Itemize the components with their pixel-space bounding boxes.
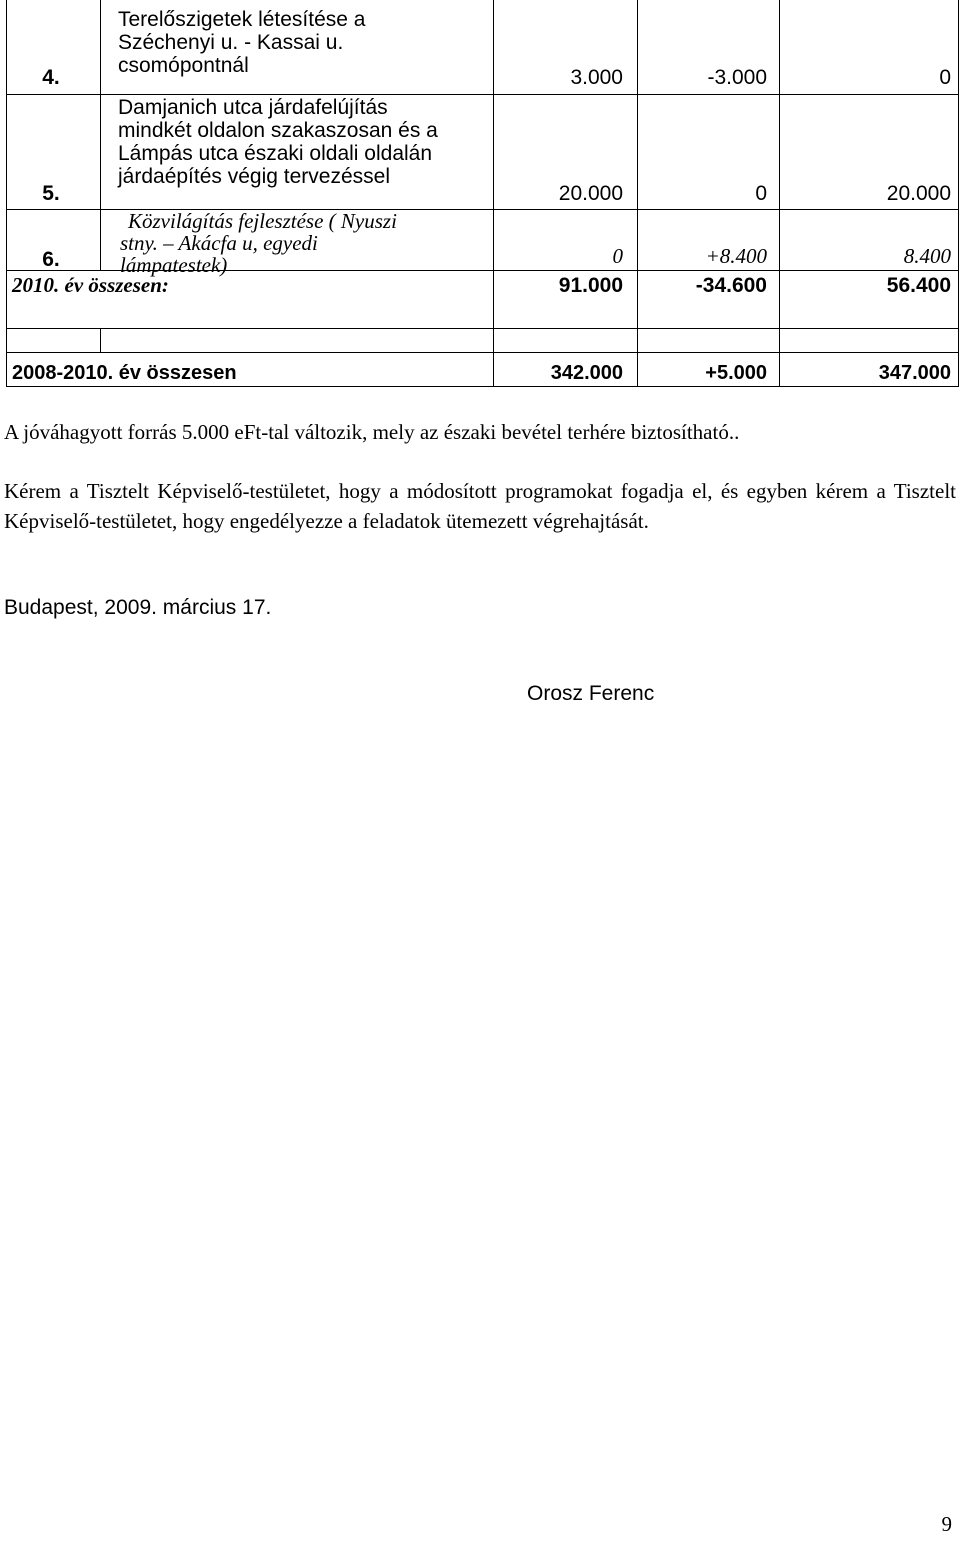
total-all-value-2: +5.000 <box>705 362 767 384</box>
total-2010-value-2: -34.600 <box>695 274 767 297</box>
row-description: Közvilágítás fejlesztése ( Nyuszi stny. – Akácfa u, egyedi lámpatestek) <box>120 209 397 277</box>
row-number: 6. <box>42 248 60 271</box>
value-2: -3.000 <box>707 66 767 89</box>
signature-name: Orosz Ferenc <box>527 682 655 705</box>
value-2: +8.400 <box>705 244 767 268</box>
value-1: 0 <box>612 244 623 268</box>
paragraph-request: Kérem a Tisztelt Képviselő-testületet, hogy a módosított programokat fogadja el, és egyben kérem a Tisztelt Képviselő-testületet, hogy engedélyezze a feladatok ütemezett végrehajtását. <box>4 479 956 533</box>
row-description: Terelőszigetek létesítése a Széchenyi u. - Kassai u. csomópontnál <box>118 8 366 77</box>
row-description: Damjanich utca járdafelújítás mindkét oldalon szakaszosan és a Lámpás utca északi oldali oldalán járdaépítés végig tervezéssel <box>118 96 438 188</box>
total-all-value-3: 347.000 <box>878 362 951 384</box>
value-3: 0 <box>939 66 951 89</box>
total-2010-value-1: 91.000 <box>558 274 623 297</box>
date-line: Budapest, 2009. március 17. <box>4 596 272 619</box>
total-2010-label: 2010. év összesen: <box>12 273 169 297</box>
value-3: 8.400 <box>903 244 951 268</box>
value-3: 20.000 <box>886 182 951 205</box>
value-1: 20.000 <box>558 182 623 205</box>
row-number: 5. <box>42 182 60 205</box>
total-all-value-1: 342.000 <box>550 362 623 384</box>
value-1: 3.000 <box>570 66 623 89</box>
value-2: 0 <box>755 182 767 205</box>
row-number: 4. <box>42 66 60 89</box>
page-number: 9 <box>941 1512 952 1536</box>
total-all-label: 2008-2010. év összesen <box>12 362 237 384</box>
total-2010-value-3: 56.400 <box>886 274 951 297</box>
paragraph-source-change: A jóváhagyott forrás 5.000 eFt-tal változik, mely az északi bevétel terhére biztosítható.. <box>4 420 740 444</box>
